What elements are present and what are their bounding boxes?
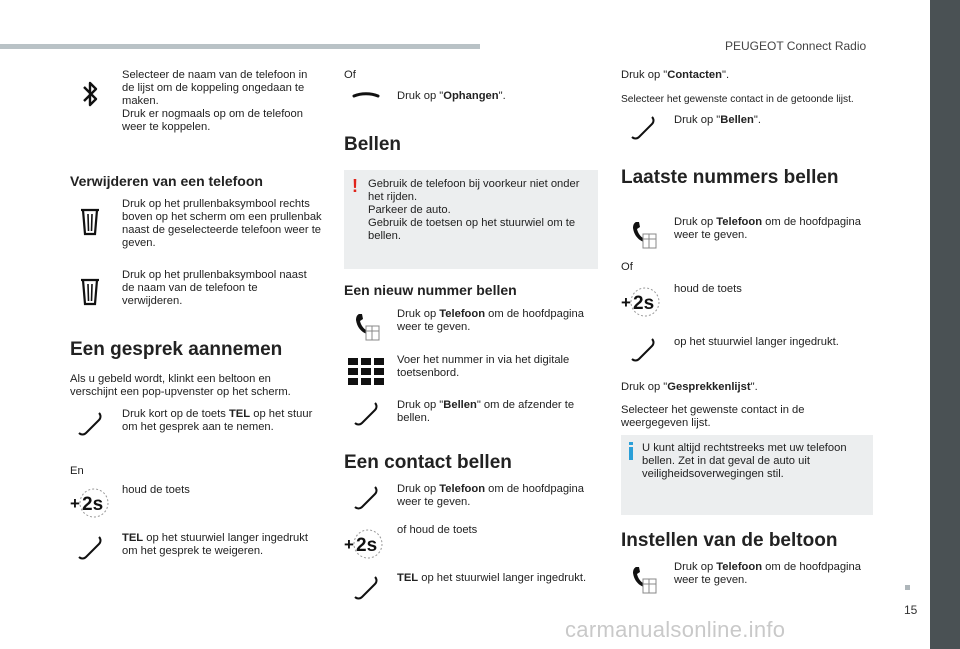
- unpair-text: Selecteer de naam van de telefoon in de lijst om de koppeling ongedaan te maken. Druk er nogmaals op om de telefoon weer te koppelen.: [122, 69, 308, 133]
- remove-item-1: Druk op het prullenbaksymbool rechts boven op het scherm om een prullenbak naast de geselecteerde telefoon weer te geven.: [122, 198, 322, 249]
- ringtone-item-1: Druk op Telefoon om de hoofdpagina weer te geven.: [674, 561, 861, 586]
- calling-heading: Bellen: [344, 134, 402, 155]
- answer-item-2: houd de toets: [122, 484, 190, 496]
- warning-icon: !: [352, 176, 358, 196]
- trash-icon: [70, 275, 110, 307]
- press-2s-icon: [342, 527, 386, 561]
- answer-en: En: [70, 465, 84, 477]
- phone-handset-icon: [70, 408, 110, 440]
- trash-icon: [70, 205, 110, 237]
- phone-handset-icon: [623, 112, 663, 144]
- answer-item-3: TEL op het stuurwiel langer ingedrukt om het gesprek te weigeren.: [122, 532, 308, 557]
- phone-handset-icon: [623, 334, 663, 366]
- watermark: carmanualsonline.info: [565, 617, 786, 642]
- bellen-text: Druk op "Bellen".: [674, 114, 761, 126]
- new-number-item-1: Druk op Telefoon om de hoofdpagina weer te geven.: [397, 308, 584, 333]
- answer-item-1: Druk kort op de toets TEL op het stuur om het gesprek aan te nemen.: [122, 408, 313, 433]
- phone-handset-icon: [346, 572, 386, 604]
- remove-phone-heading: Verwijderen van een telefoon: [70, 173, 263, 189]
- warning-text: Gebruik de telefoon bij voorkeur niet onder het rijden. Parkeer de auto. Gebruik de toetsen op het stuurwiel om te bellen.: [368, 178, 580, 242]
- phone-menu-icon: [623, 563, 663, 595]
- call-contact-item-2: of houd de toets: [397, 524, 478, 536]
- new-number-item-3: Druk op "Bellen" om de afzender te bellen.: [397, 399, 575, 424]
- bluetooth-icon: [70, 78, 110, 110]
- answer-call-heading: Een gesprek aannemen: [70, 339, 283, 360]
- ringtone-heading: Instellen van de beltoon: [621, 530, 838, 551]
- svg-text:+: +: [621, 293, 631, 312]
- contacts-text: Druk op "Contacten".: [621, 69, 730, 81]
- remove-item-2: Druk op het prullenbaksymbool naast de naam van de telefoon te verwijderen.: [122, 269, 307, 307]
- side-tab: [930, 0, 960, 649]
- call-contact-item-1: Druk op Telefoon om de hoofdpagina weer te geven.: [397, 483, 584, 508]
- svg-text:2s: 2s: [633, 293, 655, 314]
- continue-marker: [905, 585, 910, 590]
- call-contact-heading: Een contact bellen: [344, 452, 512, 473]
- call-contact-item-3: TEL op het stuurwiel langer ingedrukt.: [397, 572, 587, 584]
- phone-menu-icon: [623, 218, 663, 250]
- svg-text:+: +: [344, 535, 354, 554]
- info-text: U kunt altijd rechtstreeks met uw telefoon bellen. Zet in dat geval de auto uit veiligheidsoverwegingen stil.: [642, 442, 847, 480]
- call-log-text: Druk op "Gesprekkenlijst".: [621, 381, 758, 393]
- recent-of: Of: [621, 261, 633, 273]
- svg-text:2s: 2s: [356, 535, 378, 556]
- answer-intro: Als u gebeld wordt, klinkt een beltoon en verschijnt een pop-upvenster op het scherm.: [70, 373, 291, 398]
- recent-select-text: Selecteer het gewenste contact in de weergegeven lijst.: [621, 404, 805, 429]
- recent-item-3: op het stuurwiel langer ingedrukt.: [674, 336, 839, 348]
- phone-handset-icon: [70, 532, 110, 564]
- new-number-item-2: Voer het nummer in via het digitale toetsenbord.: [397, 354, 570, 379]
- svg-text:+: +: [70, 494, 80, 513]
- page-number: 15: [904, 603, 918, 617]
- recent-item-1: Druk op Telefoon om de hoofdpagina weer te geven.: [674, 216, 861, 241]
- press-2s-icon: [619, 285, 663, 319]
- hangup-of: Of: [344, 69, 356, 81]
- svg-text:2s: 2s: [82, 494, 104, 515]
- new-number-heading: Een nieuw nummer bellen: [344, 282, 517, 298]
- keypad-icon: [346, 355, 386, 387]
- top-rule: [0, 44, 480, 49]
- phone-handset-icon: [346, 482, 386, 514]
- phone-handset-icon: [346, 398, 386, 430]
- hangup-text: Druk op "Ophangen".: [397, 90, 506, 102]
- info-icon: [628, 442, 634, 460]
- recent-calls-heading: Laatste nummers bellen: [621, 167, 839, 188]
- select-contact-text: Selecteer het gewenste contact in de getoonde lijst.: [621, 94, 854, 105]
- hang-up-icon: [346, 82, 386, 114]
- phone-menu-icon: [346, 310, 386, 342]
- page-header: PEUGEOT Connect Radio: [725, 39, 867, 53]
- recent-item-2: houd de toets: [674, 283, 742, 295]
- press-2s-icon: [68, 486, 112, 520]
